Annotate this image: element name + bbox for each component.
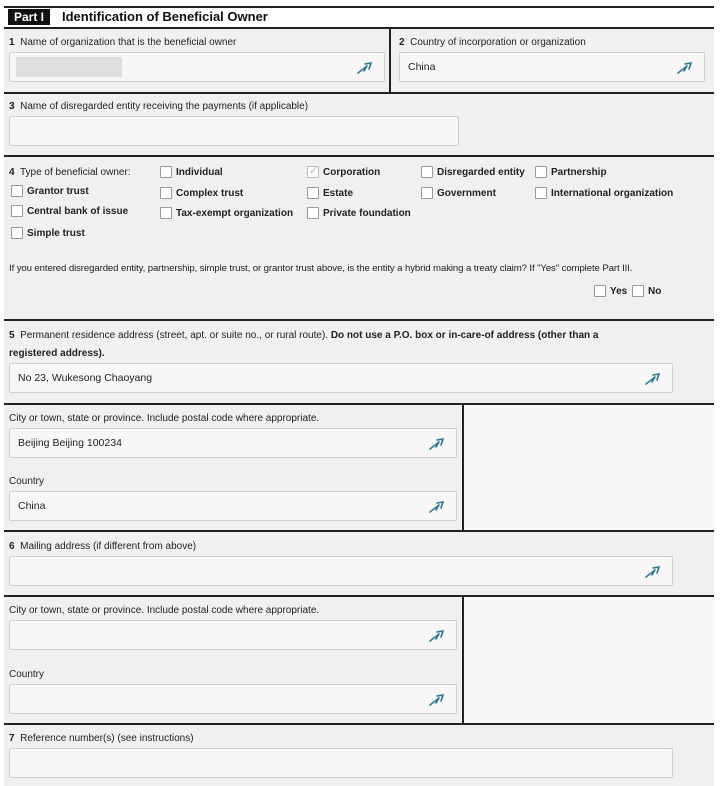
- country-incorporation-field[interactable]: [399, 52, 705, 82]
- option-complex-trust-label: Complex trust: [176, 188, 244, 199]
- pen-icon[interactable]: [428, 627, 446, 645]
- checkbox-simple-trust[interactable]: [11, 227, 23, 239]
- checkbox-government[interactable]: [421, 187, 433, 199]
- top-rule: [4, 6, 714, 8]
- mailing-city-field[interactable]: [9, 620, 457, 650]
- line3-label: 3 Name of disregarded entity receiving the payments (if applicable): [9, 101, 309, 112]
- checkbox-hybrid-yes[interactable]: [594, 285, 606, 297]
- country-value: China: [18, 500, 46, 512]
- option-international-organization-label: International organization: [551, 188, 674, 199]
- checkbox-partnership[interactable]: [535, 166, 547, 178]
- hybrid-question: If you entered disregarded entity, partnership, simple trust, or grantor trust above, is the entity a hybrid making a treaty claim? If "Yes" complete Part III.: [9, 263, 633, 274]
- country-field[interactable]: [9, 491, 457, 521]
- permanent-address-field[interactable]: [9, 363, 673, 393]
- option-tax-exempt-label: Tax-exempt organization: [176, 208, 294, 219]
- line7-label: 7 Reference number(s) (see instructions): [9, 733, 194, 744]
- disregarded-entity-name-field[interactable]: [9, 116, 459, 146]
- checkbox-estate[interactable]: [307, 187, 319, 199]
- blank-panel-6: [464, 597, 714, 723]
- section-4: [4, 157, 714, 319]
- option-corporation-label: Corporation: [323, 167, 381, 178]
- hybrid-yes-label: Yes: [610, 286, 628, 297]
- option-disregarded-entity-label: Disregarded entity: [437, 167, 525, 178]
- line5-city-label: City or town, state or province. Include postal code where appropriate.: [9, 413, 320, 424]
- checkbox-complex-trust[interactable]: [160, 187, 172, 199]
- option-private-foundation-label: Private foundation: [323, 208, 411, 219]
- line6-country-label: Country: [9, 669, 45, 680]
- option-individual-label: Individual: [176, 167, 223, 178]
- hybrid-no-label: No: [648, 286, 662, 297]
- pen-icon[interactable]: [356, 59, 374, 77]
- city-field[interactable]: [9, 428, 457, 458]
- line6-city-label: City or town, state or province. Include postal code where appropriate.: [9, 605, 320, 616]
- permanent-address-value: No 23, Wukesong Chaoyang: [18, 372, 153, 384]
- divider-6-city: [462, 597, 464, 723]
- part-title: Identification of Beneficial Owner: [62, 9, 268, 24]
- pen-icon[interactable]: [428, 498, 446, 516]
- option-estate-label: Estate: [323, 188, 354, 199]
- option-simple-trust-label: Simple trust: [27, 228, 85, 239]
- option-grantor-trust-label: Grantor trust: [27, 186, 89, 197]
- checkbox-tax-exempt[interactable]: [160, 207, 172, 219]
- blank-panel-5: [464, 405, 714, 530]
- checkbox-hybrid-no[interactable]: [632, 285, 644, 297]
- checkbox-private-foundation[interactable]: [307, 207, 319, 219]
- divider-5-city: [462, 405, 464, 530]
- reference-number-field[interactable]: [9, 748, 673, 778]
- line4-label: 4 Type of beneficial owner:: [9, 167, 131, 178]
- checkbox-corporation[interactable]: [307, 166, 319, 178]
- checkbox-grantor-trust[interactable]: [11, 185, 23, 197]
- pen-icon[interactable]: [428, 435, 446, 453]
- option-central-bank-label: Central bank of issue: [27, 206, 129, 217]
- mailing-country-field[interactable]: [9, 684, 457, 714]
- line2-label: 2 Country of incorporation or organization: [399, 37, 586, 48]
- pen-icon[interactable]: [676, 59, 694, 77]
- line6-label: 6 Mailing address (if different from above): [9, 541, 197, 552]
- line5-country-label: Country: [9, 476, 45, 487]
- country-incorporation-value: China: [408, 61, 436, 73]
- option-government-label: Government: [437, 188, 496, 199]
- pen-icon[interactable]: [644, 370, 662, 388]
- city-value: Beijing Beijing 100234: [18, 437, 122, 449]
- line1-label: 1 Name of organization that is the beneficial owner: [9, 37, 237, 48]
- line5-label-cont: registered address).: [9, 348, 105, 359]
- line5-label: 5 Permanent residence address (street, apt. or suite no., or rural route). Do not use a P.O. box or in-care-of address (other than a: [9, 330, 599, 341]
- mailing-address-field[interactable]: [9, 556, 673, 586]
- part-tag: Part I: [8, 9, 50, 25]
- checkbox-disregarded-entity[interactable]: [421, 166, 433, 178]
- redacted-block: [16, 57, 122, 77]
- option-partnership-label: Partnership: [551, 167, 607, 178]
- checkbox-central-bank[interactable]: [11, 205, 23, 217]
- checkbox-individual[interactable]: [160, 166, 172, 178]
- pen-icon[interactable]: [428, 691, 446, 709]
- beneficial-owner-name-field[interactable]: [9, 52, 385, 82]
- pen-icon[interactable]: [644, 563, 662, 581]
- checkbox-international-organization[interactable]: [535, 187, 547, 199]
- divider-1-2: [389, 29, 391, 92]
